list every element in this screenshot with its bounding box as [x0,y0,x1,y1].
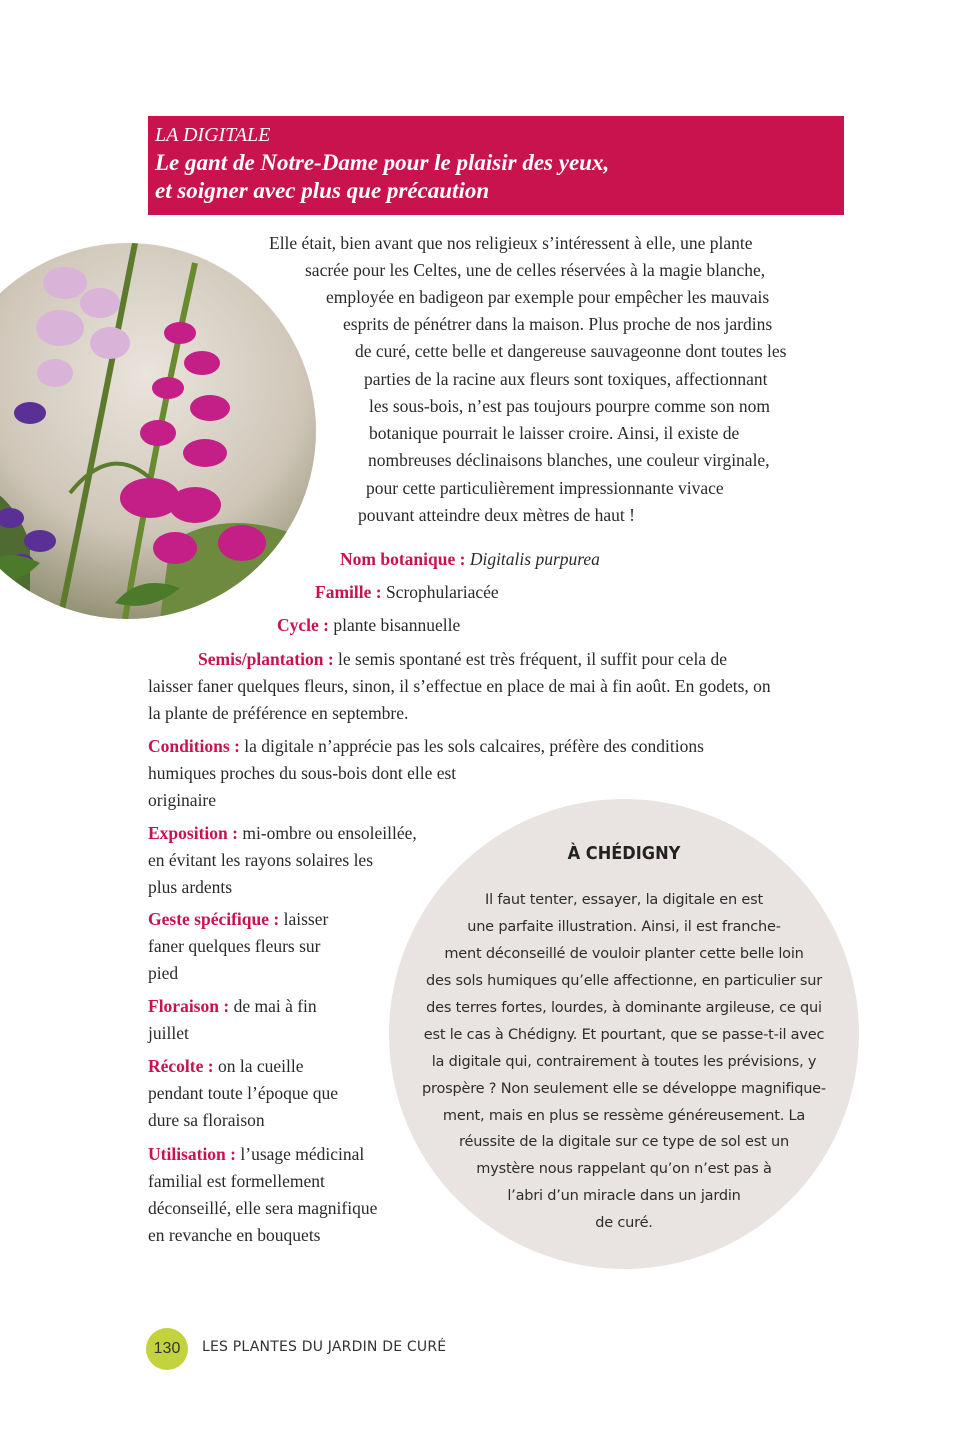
field-label: Geste spécifique : [148,909,280,929]
field-value: Digitalis purpurea [469,549,600,569]
intro-line: employée en badigeon par exemple pour empêcher les mauvais [326,287,770,307]
field-value: plante bisannuelle [333,615,461,635]
intro-line: parties de la racine aux fleurs sont toxiques, affectionnant [364,369,768,389]
field-value: le semis spontané est très fréquent, il suffit pour cela de [338,649,727,669]
plant-name-title: LA DIGITALE [155,124,271,146]
cycle-field [277,612,460,639]
field-value: en revanche en bouquets [148,1225,321,1245]
page-number-badge: 130 [146,1328,188,1370]
sidebar-line: mystère nous rappelant qu’on n’est pas à [476,1161,772,1177]
sidebar-line: réussite de la digitale sur ce type de sol est un [459,1134,789,1150]
field-value: la digitale n’apprécie pas les sols calcaires, préfère des conditions [244,736,704,756]
family-field [315,579,499,606]
field-value: en évitant les rayons solaires les [148,850,374,870]
field-label: Exposition : [148,823,238,843]
subtitle-line-2: et soigner avec plus que précaution [155,178,490,203]
sidebar-line: prospère ? Non seulement elle se développe magnifique- [422,1081,826,1097]
exposure-paragraph [148,820,417,901]
field-value: mi-ombre ou ensoleillée, [242,823,417,843]
sidebar-line: une parfaite illustration. Ainsi, il est franche- [467,919,781,935]
foxglove-photo [0,243,316,619]
sidebar-title: À CHÉDIGNY [567,843,681,864]
field-label: Famille : [315,582,382,602]
sidebar-line: ment déconseillé de vouloir planter cette belle loin [444,946,804,962]
field-value: laisser [283,909,329,929]
intro-line: pouvant atteindre deux mètres de haut ! [358,505,635,525]
field-label: Conditions : [148,736,240,756]
field-value: on la cueille [217,1056,304,1076]
field-label: Cycle : [277,615,329,635]
field-value: déconseillé, elle sera magnifique [148,1198,378,1218]
sidebar-line: la digitale qui, contrairement à toutes les prévisions, y [431,1054,817,1070]
field-value: laisser faner quelques fleurs, sinon, il s’effectue en place de mai à fin août. En godets, on [148,676,771,696]
harvest-paragraph [148,1053,338,1134]
field-value: faner quelques fleurs sur [148,936,321,956]
flowering-paragraph [148,993,317,1047]
field-value: de mai à fin [233,996,317,1016]
field-label: Nom botanique : [340,549,466,569]
field-label: Utilisation : [148,1144,236,1164]
intro-line: pour cette particulièrement impressionnante vivace [366,478,724,498]
intro-line: les sous-bois, n’est pas toujours pourpre comme son nom [369,396,770,416]
field-label: Récolte : [148,1056,214,1076]
field-value: dure sa floraison [148,1110,265,1130]
sowing-paragraph [148,646,771,727]
field-value: juillet [148,1023,189,1043]
usage-paragraph [148,1141,377,1249]
specific-gesture-paragraph [148,906,328,987]
field-value: humiques proches du sous-bois dont elle est [148,763,457,783]
sidebar-line: l’abri d’un miracle dans un jardin [507,1188,741,1204]
intro-line: nombreuses déclinaisons blanches, une couleur virginale, [368,450,770,470]
sidebar-line: des sols humiques qu’elle affectionne, en particulier sur [425,973,823,989]
subtitle-line-1: Le gant de Notre-Dame pour le plaisir des yeux, [155,150,610,175]
botanical-name-field [340,546,600,573]
field-label: Semis/plantation : [198,649,334,669]
sidebar-line: des terres fortes, lourdes, à dominante argileuse, ce qui [426,1000,822,1016]
field-value: originaire [148,790,217,810]
sidebar-line: ment, mais en plus se ressème généreusement. La [442,1108,806,1124]
field-value: pendant toute l’époque que [148,1083,339,1103]
intro-line: Elle était, bien avant que nos religieux s’intéressent à elle, une plante [269,233,753,253]
intro-line: de curé, cette belle et dangereuse sauvageonne dont toutes les [355,341,787,361]
field-value: la plante de préférence en septembre. [148,703,409,723]
sidebar-line: Il faut tenter, essayer, la digitale en est [485,892,763,908]
field-label: Floraison : [148,996,230,1016]
field-value: Scrophulariacée [385,582,499,602]
intro-line: botanique pourrait le laisser croire. Ainsi, il existe de [369,423,740,443]
field-value: pied [148,963,179,983]
intro-line: esprits de pénétrer dans la maison. Plus proche de nos jardins [343,314,773,334]
sidebar-line: est le cas à Chédigny. Et pourtant, que se passe-t-il avec [423,1027,825,1043]
chapter-title-banner [148,116,844,215]
sidebar-line: de curé. [595,1215,653,1231]
field-value: familial est formellement [148,1171,325,1191]
field-value: plus ardents [148,877,233,897]
field-value: l’usage médicinal [240,1144,365,1164]
running-head: LES PLANTES DU JARDIN DE CURÉ [202,1339,447,1355]
intro-line: sacrée pour les Celtes, une de celles réservées à la magie blanche, [305,260,766,280]
